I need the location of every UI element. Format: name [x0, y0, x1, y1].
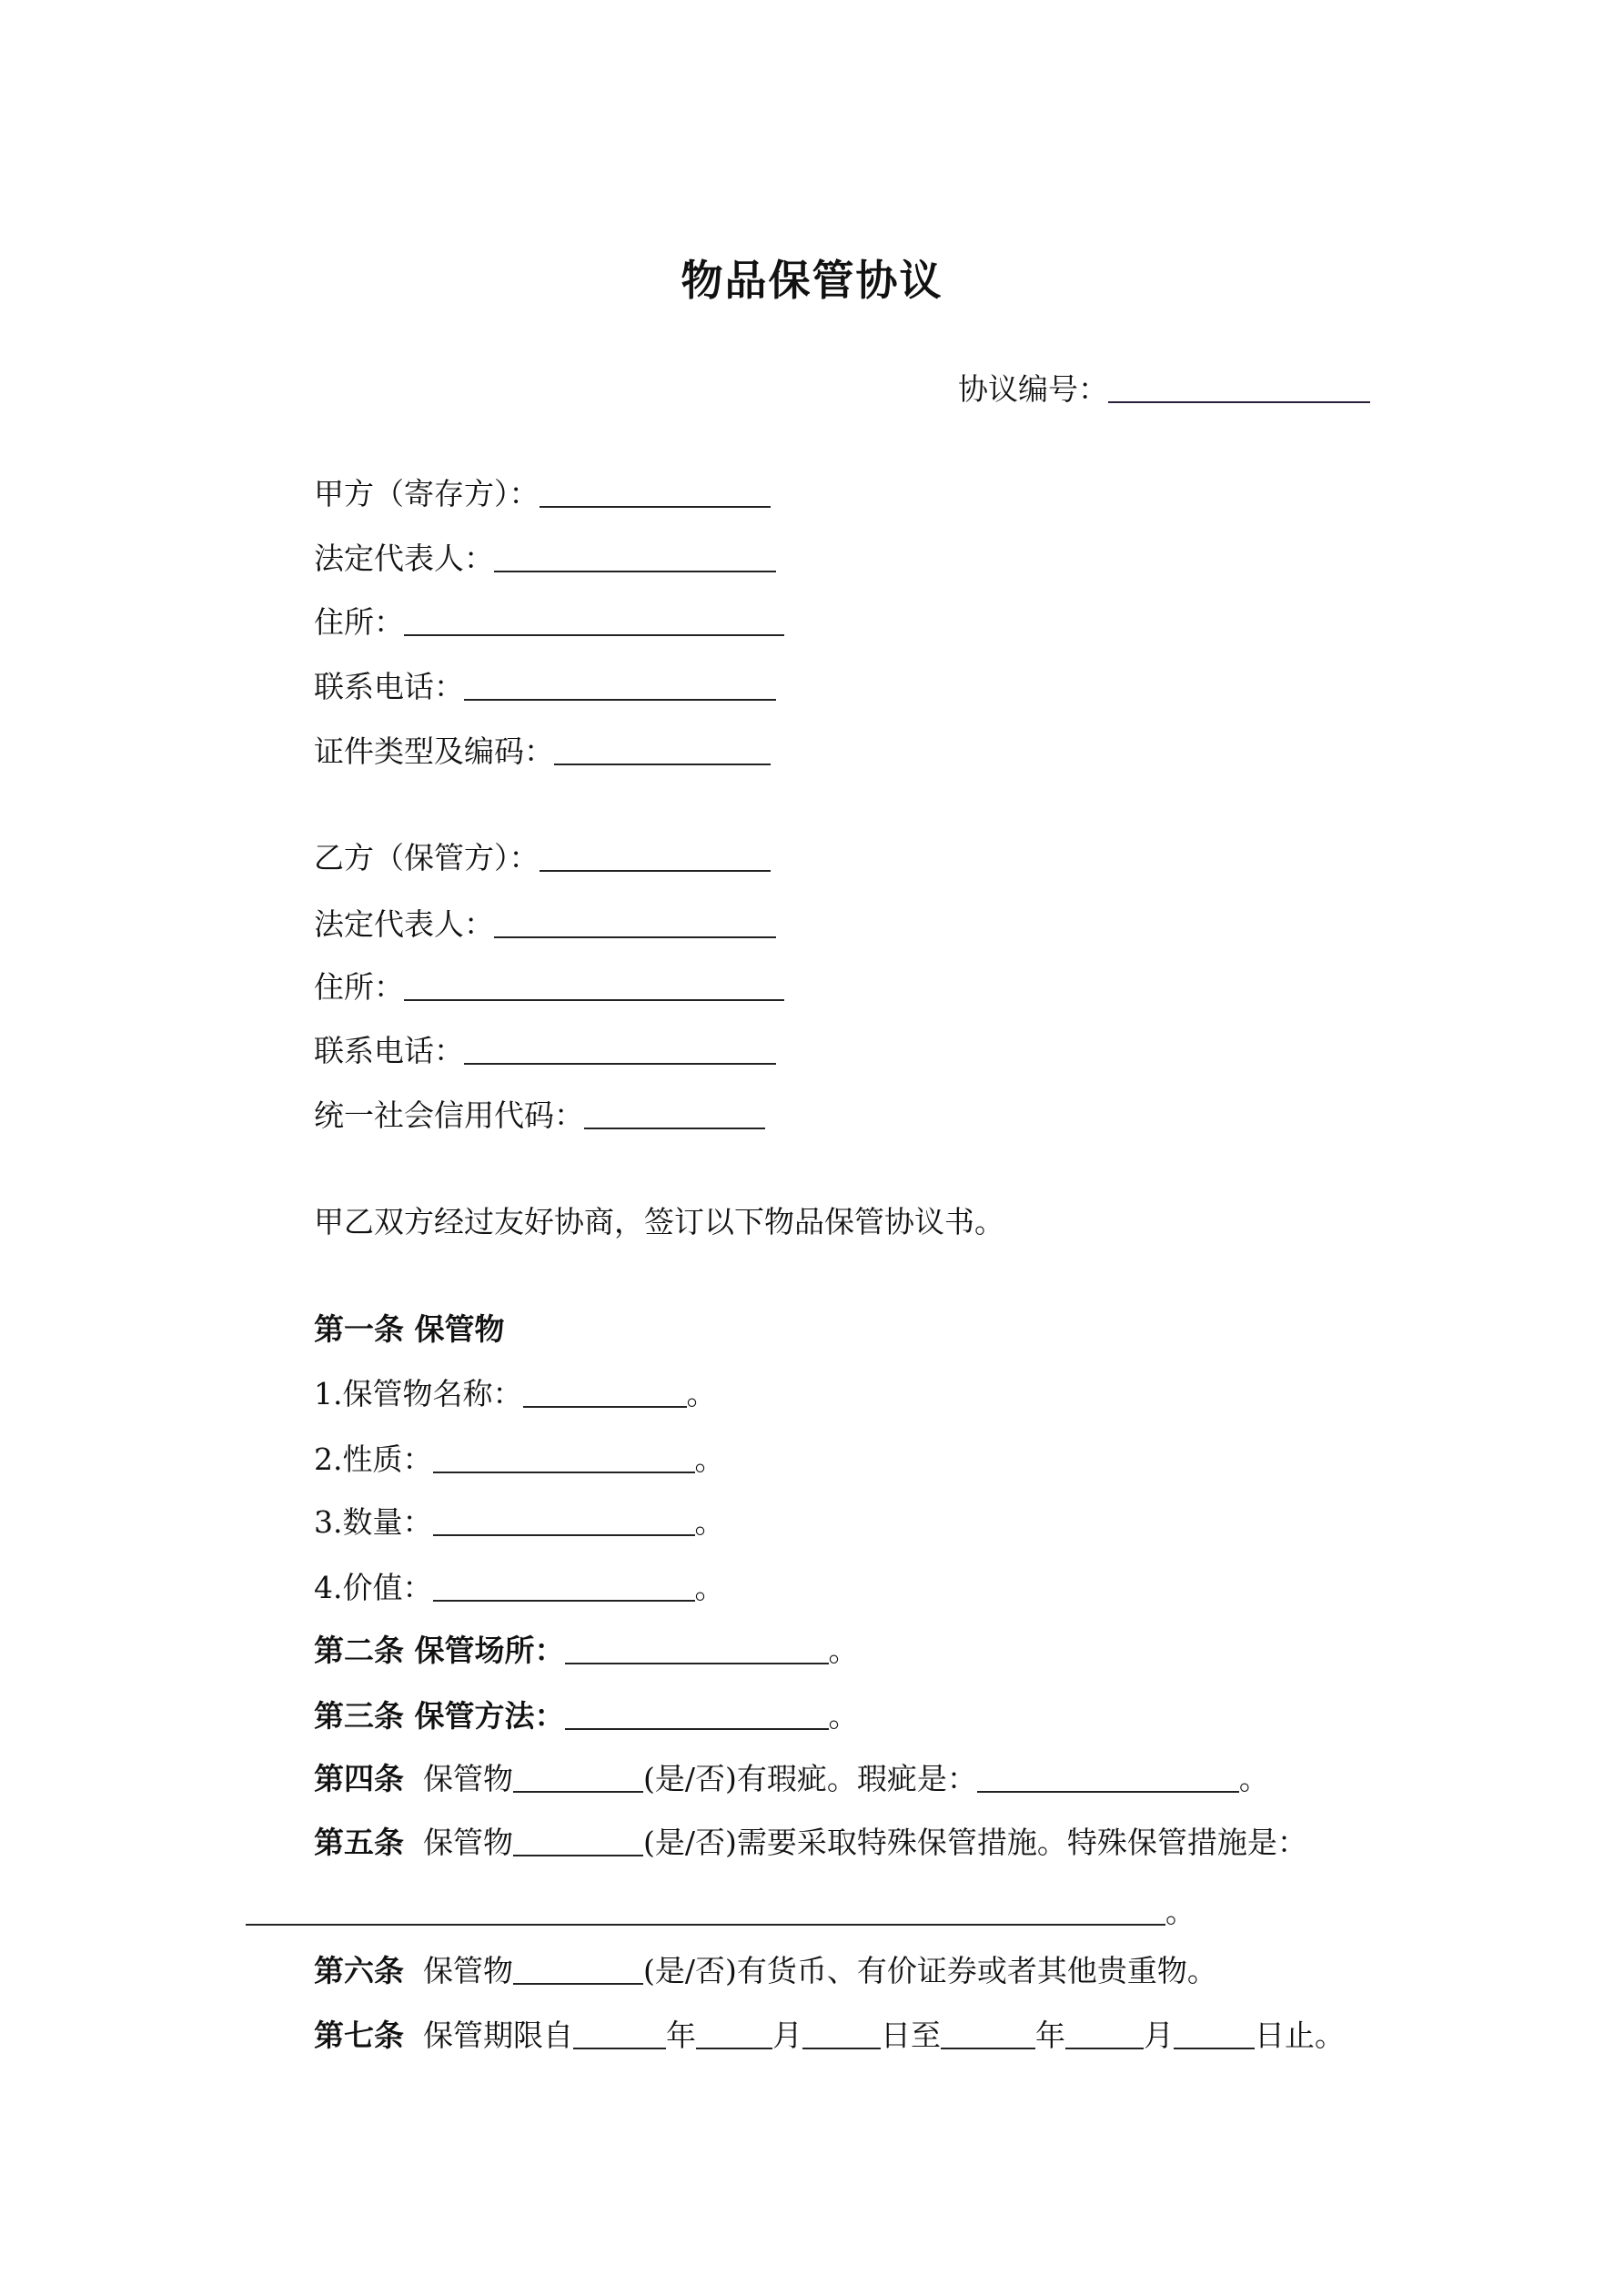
article-5-continuation: [246, 1892, 1195, 1932]
article-1-item-quantity: [314, 1502, 725, 1542]
article-1-item-value: [314, 1568, 725, 1608]
text: 日止。: [1254, 2018, 1345, 2053]
party-a-phone-label: 联系电话：: [314, 669, 464, 704]
special-measures-blank[interactable]: [246, 1896, 1165, 1926]
article-4: [314, 1759, 1269, 1799]
item-label: 4.价值：: [314, 1570, 433, 1605]
party-b-phone-label: 联系电话：: [314, 1033, 464, 1068]
party-b-address-label: 住所：: [314, 969, 404, 1005]
period: 。: [686, 1376, 717, 1411]
article-1-item-nature: [314, 1440, 725, 1480]
article-3-label: 第三条 保管方法：: [314, 1698, 565, 1734]
party-b-credit-code-line: [314, 1096, 765, 1136]
period: 。: [694, 1441, 725, 1477]
period: 。: [694, 1504, 725, 1540]
party-b-credit-code-blank[interactable]: [584, 1100, 765, 1129]
end-month-blank[interactable]: [1065, 2020, 1144, 2049]
text: 保管期限自: [422, 2018, 573, 2053]
article-6-label: 第六条: [314, 1953, 404, 1988]
party-b-name-line: [314, 838, 771, 878]
party-a-name-line: [314, 474, 771, 514]
article-1-item-name: [314, 1374, 717, 1414]
text: (是/否)有瑕疵。瑕疵是：: [642, 1761, 977, 1796]
text: 月: [772, 2018, 802, 2053]
party-a-rep-label: 法定代表人：: [314, 541, 494, 576]
text: 年: [665, 2018, 696, 2053]
agreement-number-label: 协议编号：: [958, 371, 1108, 407]
item-label: 3.数量：: [314, 1504, 433, 1540]
article-7-label: 第七条: [314, 2018, 404, 2053]
period: 。: [1165, 1894, 1195, 1929]
period: 。: [828, 1633, 859, 1668]
party-a-name-label: 甲方（寄存方）：: [314, 476, 540, 511]
period: 。: [828, 1698, 859, 1734]
storage-place-blank[interactable]: [565, 1635, 829, 1664]
text: 年: [1034, 2018, 1065, 2053]
party-a-address-blank[interactable]: [404, 607, 784, 636]
item-label: 2.性质：: [314, 1441, 433, 1477]
party-a-id-blank[interactable]: [554, 736, 771, 765]
agreement-number-blank[interactable]: [1108, 374, 1370, 403]
text: 日至: [880, 2018, 941, 2053]
party-b-phone-line: [314, 1031, 776, 1071]
article-2: [314, 1631, 859, 1671]
article-6: [314, 1951, 1217, 1991]
party-b-name-label: 乙方（保管方）：: [314, 840, 540, 875]
special-measures-yes-no-blank[interactable]: [513, 1827, 643, 1856]
party-b-credit-code-label: 统一社会信用代码：: [314, 1097, 584, 1133]
start-day-blank[interactable]: [802, 2020, 881, 2049]
article-1-heading: 第一条 保管物: [314, 1311, 505, 1347]
party-a-phone-blank[interactable]: [464, 672, 776, 701]
article-5: [314, 1823, 1307, 1863]
party-b-rep-blank[interactable]: [494, 909, 776, 938]
text: 保管物: [422, 1953, 513, 1988]
party-a-address-line: [314, 602, 784, 642]
valuables-yes-no-blank[interactable]: [513, 1956, 643, 1985]
item-name-blank[interactable]: [523, 1379, 687, 1408]
party-b-phone-blank[interactable]: [464, 1036, 776, 1065]
party-a-phone-line: [314, 667, 776, 707]
period: 。: [694, 1570, 725, 1605]
article-5-label: 第五条: [314, 1825, 404, 1860]
intro-text: 甲乙双方经过友好协商，签订以下物品保管协议书。: [314, 1204, 1004, 1239]
party-b-address-line: [314, 967, 784, 1007]
defect-description-blank[interactable]: [977, 1764, 1239, 1793]
item-nature-blank[interactable]: [433, 1444, 695, 1473]
article-4-label: 第四条: [314, 1761, 404, 1796]
defect-yes-no-blank[interactable]: [513, 1764, 643, 1793]
text: (是/否)需要采取特殊保管措施。特殊保管措施是：: [642, 1825, 1307, 1860]
article-2-label: 第二条 保管场所：: [314, 1633, 565, 1668]
article-3: [314, 1696, 859, 1736]
party-b-rep-line: [314, 905, 776, 945]
text: (是/否)有货币、有价证券或者其他贵重物。: [642, 1953, 1217, 1988]
party-b-name-blank[interactable]: [540, 843, 771, 872]
text: 保管物: [422, 1825, 513, 1860]
start-year-blank[interactable]: [573, 2020, 666, 2049]
text: 月: [1143, 2018, 1174, 2053]
period: 。: [1238, 1761, 1269, 1796]
party-a-rep-blank[interactable]: [494, 543, 776, 572]
end-year-blank[interactable]: [941, 2020, 1035, 2049]
storage-method-blank[interactable]: [565, 1701, 829, 1730]
party-a-rep-line: [314, 539, 776, 579]
start-month-blank[interactable]: [696, 2020, 772, 2049]
agreement-number-line: [958, 369, 1370, 410]
party-a-address-label: 住所：: [314, 604, 404, 640]
item-quantity-blank[interactable]: [433, 1507, 695, 1536]
text: 保管物: [422, 1761, 513, 1796]
party-b-rep-label: 法定代表人：: [314, 906, 494, 942]
party-a-id-line: [314, 732, 771, 772]
party-b-address-blank[interactable]: [404, 972, 784, 1001]
party-a-name-blank[interactable]: [540, 479, 771, 508]
item-label: 1.保管物名称：: [314, 1376, 523, 1411]
document-title: 物品保管协议: [681, 256, 943, 305]
item-value-blank[interactable]: [433, 1573, 695, 1602]
article-7: [314, 2016, 1345, 2056]
party-a-id-label: 证件类型及编码：: [314, 733, 554, 769]
end-day-blank[interactable]: [1174, 2020, 1255, 2049]
